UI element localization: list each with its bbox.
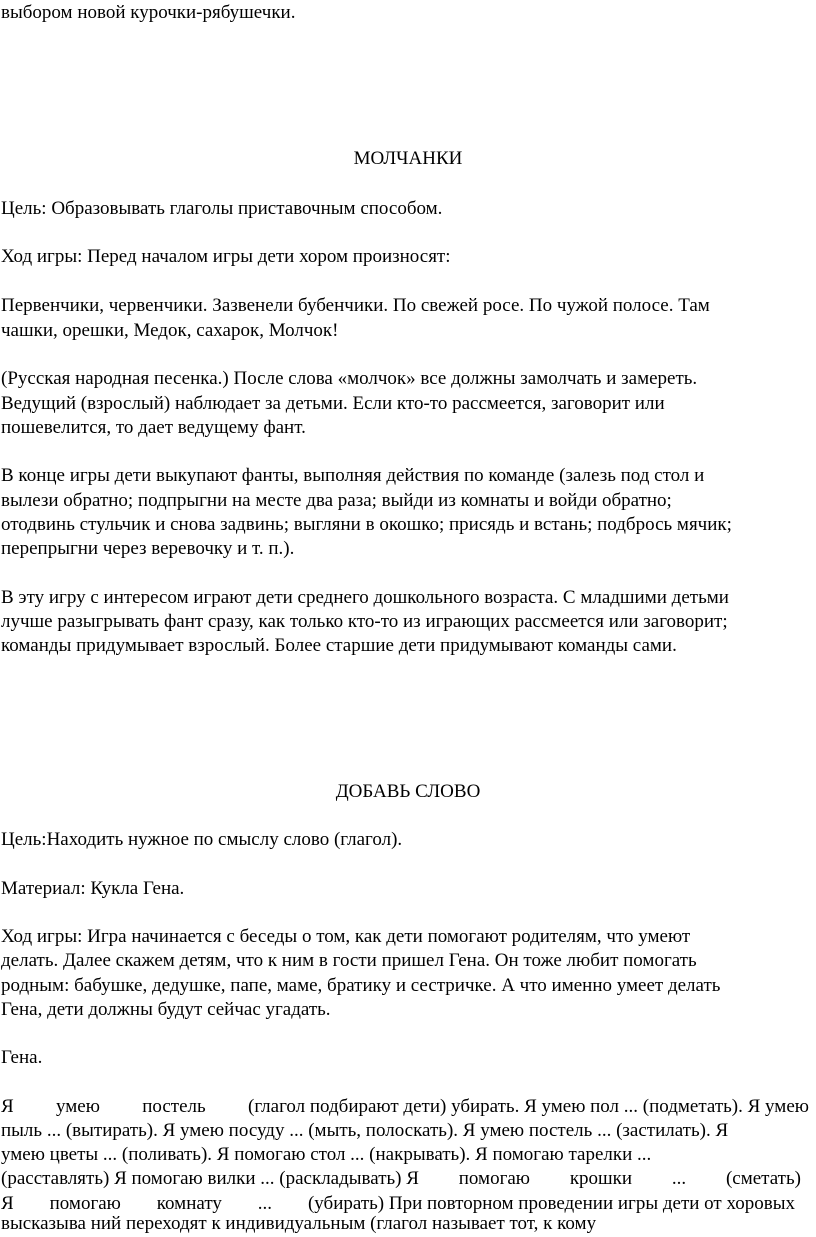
dialogue-word: помогаю [458, 1168, 530, 1189]
section2-dialogue-line: умею цветы ... (поливать). Я помогаю стол ... (накрывать). Я помогаю тарелки ... [1, 1144, 652, 1165]
dialogue-word: (расставлять) Я помогаю вилки ... (раскладывать) Я [1, 1168, 419, 1189]
section1-forfeits-line: отодвинь стульчик и снова задвинь; выгляни в окошко; присядь и встань; подбрось мячик; [1, 514, 732, 535]
dialogue-word: (сметать) [725, 1168, 801, 1189]
dialogue-word: Я [1, 1096, 14, 1117]
section2-procedure-line: Гена, дети должны будут сейчас угадать. [1, 999, 331, 1020]
section2-procedure-line: делать. Далее скажем детям, что к ним в гости пришел Гена. Он тоже любит помогать [1, 950, 697, 971]
section2-dialogue-line [1, 1168, 801, 1192]
dialogue-word: постель [142, 1096, 206, 1117]
dialogue-word: ... [671, 1168, 687, 1189]
section2-dialogue-line [1, 1096, 809, 1120]
section1-notes-line: лучше разыгрывать фант сразу, как только кто-то из играющих рассмеется или заговорит; [1, 611, 728, 632]
dialogue-word: Я [1, 1193, 14, 1214]
dialogue-word: комнату [156, 1193, 222, 1214]
section2-procedure-line: Ход игры: Игра начинается с беседы о том, как дети помогают родителям, что умеют [1, 926, 691, 947]
dialogue-word: ... [257, 1193, 273, 1214]
section-title-molchanki: МОЛЧАНКИ [353, 148, 463, 169]
dialogue-word: умею [56, 1096, 100, 1117]
section1-notes-line: команды придумывает взрослый. Более старшие дети придумывают команды сами. [1, 635, 677, 656]
dialogue-word: помогаю [49, 1193, 121, 1214]
section1-rules-line: (Русская народная песенка.) После слова «молчок» все должны замолчать и замереть. [1, 368, 698, 389]
dialogue-word: (убирать) При повторном проведении игры дети от хоровых [307, 1193, 795, 1214]
section-title-dobav-slovo: ДОБАВЬ СЛОВО [335, 781, 481, 802]
section1-goal: Цель: Образовывать глаголы приставочным способом. [1, 198, 443, 219]
dialogue-word: крошки [569, 1168, 633, 1189]
section1-rules-line: Ведущий (взрослый) наблюдает за детьми. Если кто-то рассмеется, заговорит или [1, 393, 665, 414]
section1-notes-line: В эту игру с интересом играют дети среднего дошкольного возраста. С младшими детьми [1, 587, 729, 608]
section2-dialogue-line: пыль ... (вытирать). Я умею посуду ... (мыть, полоскать). Я умею постель ... (застилать). Я [1, 1120, 729, 1141]
section2-goal: Цель:Находить нужное по смыслу слово (глагол). [1, 829, 403, 850]
dialogue-word: (глагол подбирают дети) убирать. Я умею пол ... (подметать). Я умею [248, 1096, 809, 1117]
section1-procedure: Ход игры: Перед началом игры дети хором произносят: [1, 246, 451, 267]
section2-speaker: Гена. [1, 1047, 43, 1068]
section1-forfeits-line: перепрыгни через веревочку и т. п.). [1, 538, 295, 559]
section1-rules-line: пошевелится, то дает ведущему фант. [1, 417, 306, 438]
section1-forfeits-line: В конце игры дети выкупают фанты, выполняя действия по команде (залезь под стол и [1, 465, 705, 486]
section2-procedure-line: родным: бабушке, дедушке, папе, маме, братику и сестричке. А что именно умеет делать [1, 975, 721, 996]
section1-verse-line: чашки, орешки, Медок, сахарок, Молчок! [1, 320, 339, 341]
section1-forfeits-line: вылези обратно; подпрыгни на месте два раза; выйди из комнаты и войди обратно; [1, 490, 672, 511]
section1-verse-line: Первенчики, червенчики. Зазвенели бубенчики. По свежей росе. По чужой полосе. Там [1, 295, 710, 316]
section2-material: Материал: Кукла Гена. [1, 878, 185, 899]
intro-tail: выбором новой курочки-рябушечки. [1, 2, 296, 23]
section2-dialogue-line: высказыва ний переходят к индивидуальным (глагол называет тот, к кому [1, 1213, 597, 1234]
